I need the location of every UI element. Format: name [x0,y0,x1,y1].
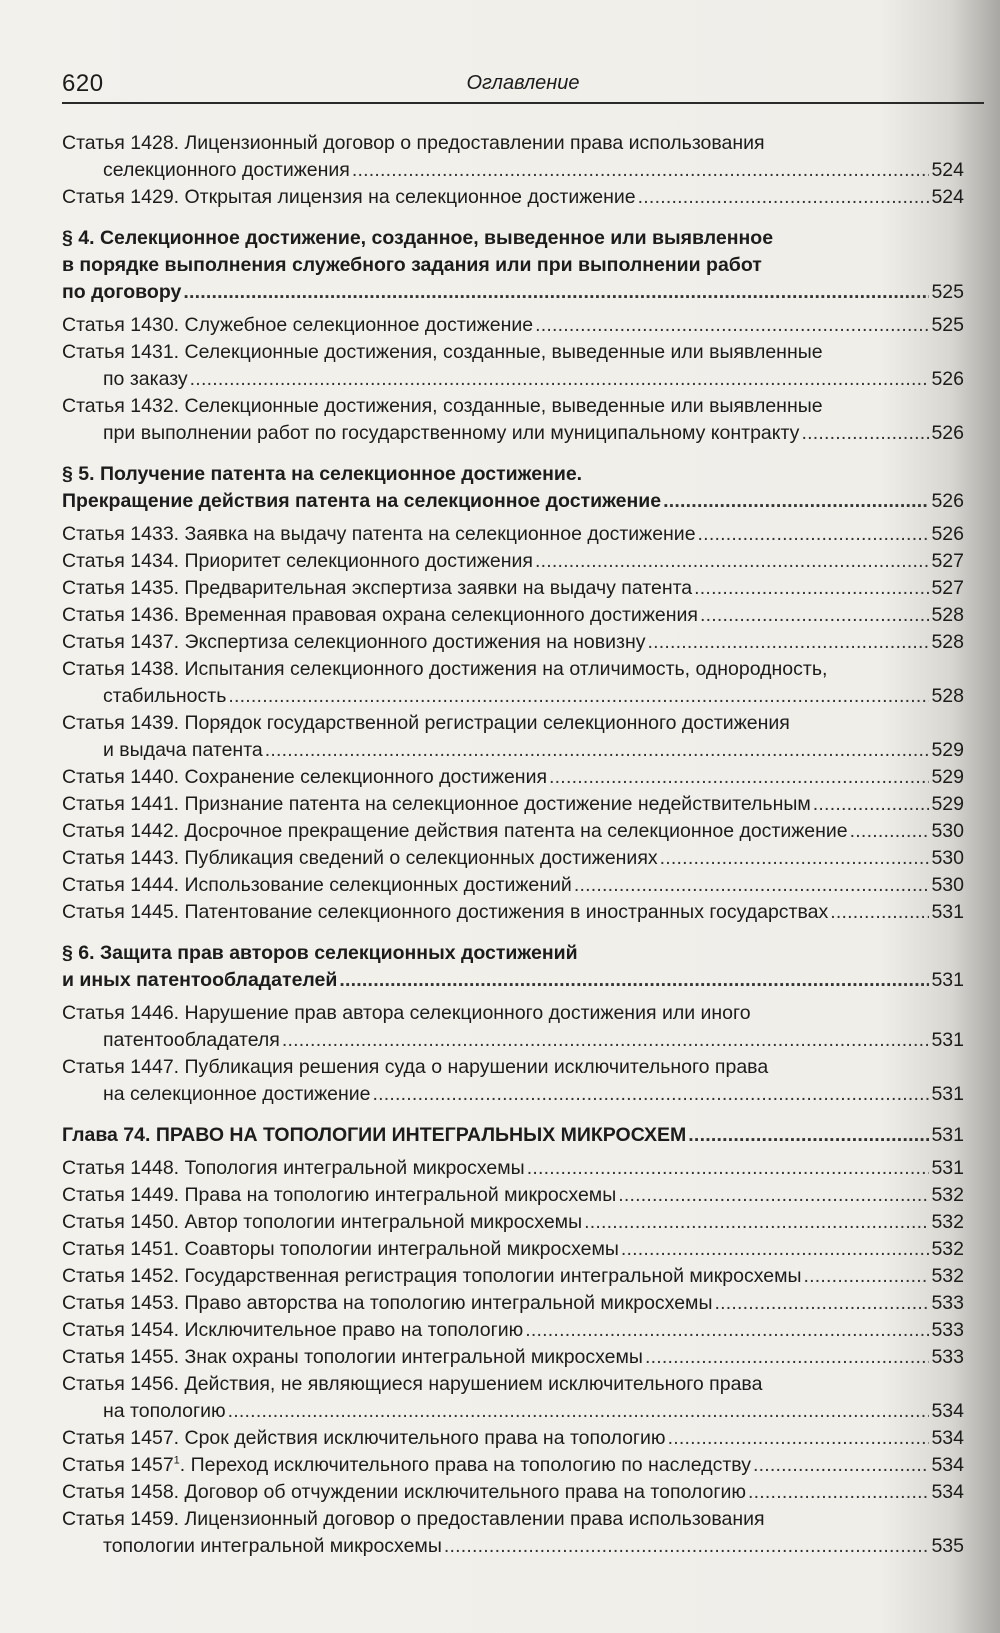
toc-page-number: 529 [931,766,964,788]
toc-entry-title: патентообладателя [103,1029,280,1051]
toc-entry-title: в порядке выполнения служебного задания или при выполнении работ [62,254,762,276]
toc-line [62,629,964,656]
toc-entry-title: и иных патентообладателей [62,969,338,991]
toc-page-number: 528 [931,631,964,653]
toc-page-number: 531 [931,901,964,923]
toc-page-number: 524 [931,186,964,208]
toc-line [62,279,964,306]
toc-entry-article [62,710,964,764]
toc-entry-title: на селекционное достижение [103,1083,371,1105]
toc-line [62,1182,964,1209]
toc-entry-article [62,1479,964,1506]
dot-leader [527,1155,930,1182]
toc-page-number: 527 [931,577,964,599]
toc-line [62,1054,964,1081]
dot-leader [688,1122,929,1149]
toc-line [62,1452,964,1479]
toc-entry-title: Статья 1441. Признание патента на селекционное достижение недействительным [62,793,811,815]
dot-leader [339,967,929,994]
toc-page-number: 534 [931,1427,964,1449]
toc-entry-title: Статья 1451. Соавторы топологии интегральной микросхемы [62,1238,619,1260]
dot-leader [549,764,929,791]
toc-entry-title: Статья 1457$^1$. Переход исключительного права на топологию по наследству [62,1454,751,1476]
toc-line [62,845,964,872]
toc-entry-title: топологии интегральной микросхемы [103,1535,442,1557]
toc-line [62,1155,964,1182]
toc-page-number: 533 [931,1292,964,1314]
toc-line [62,602,964,629]
table-of-contents [62,130,964,1560]
toc-entry-section [62,225,964,306]
toc-entry-title: Статья 1456. Действия, не являющиеся нарушением исключительного права [62,1373,763,1395]
toc-line [62,899,964,926]
toc-page-number: 526 [931,368,964,390]
toc-entry-article [62,1452,964,1479]
toc-line [62,940,964,967]
toc-line [62,252,964,279]
dot-leader [190,366,930,393]
toc-entry-article [62,791,964,818]
toc-page-number: 531 [931,1029,964,1051]
toc-entry-article [62,548,964,575]
toc-entry-article [62,1506,964,1560]
toc-page-number: 532 [931,1265,964,1287]
toc-line [62,312,964,339]
dot-leader [574,872,930,899]
toc-entry-title: Статья 1443. Публикация сведений о селекционных достижениях [62,847,658,869]
dot-leader [668,1425,930,1452]
toc-entry-title: на топологию [103,1400,226,1422]
dot-leader [647,629,929,656]
toc-entry-article [62,629,964,656]
toc-entry-article [62,312,964,339]
toc-entry-article [62,575,964,602]
dot-leader [830,899,929,926]
dot-leader [372,1081,929,1108]
toc-entry-title: § 4. Селекционное достижение, созданное, выведенное или выявленное [62,227,774,249]
toc-line [62,130,964,157]
toc-entry-title: Статья 1440. Сохранение селекционного достижения [62,766,548,788]
toc-page-number: 527 [931,550,964,572]
toc-line [62,1344,964,1371]
toc-entry-title: стабильность [103,685,227,707]
toc-page-number: 525 [931,281,964,303]
page-number: 620 [62,70,104,97]
dot-leader [525,1317,929,1344]
toc-entry-article [62,1317,964,1344]
dot-leader [638,184,930,211]
toc-entry-article [62,1182,964,1209]
toc-line [62,1027,964,1054]
toc-line [62,1479,964,1506]
toc-entry-article [62,1054,964,1108]
toc-page-number: 530 [931,847,964,869]
toc-line [62,548,964,575]
toc-page-number: 524 [931,159,964,181]
toc-entry-title: Статья 1445. Патентование селекционного достижения в иностранных государствах [62,901,829,923]
toc-entry-article [62,1425,964,1452]
toc-entry-section [62,461,964,515]
toc-entry-article [62,872,964,899]
toc-entry-title: Статья 1428. Лицензионный договор о предоставлении права использования [62,132,765,154]
toc-page-number: 526 [931,490,964,512]
toc-entry-title: Статья 1453. Право авторства на топологию интегральной микросхемы [62,1292,713,1314]
toc-line [62,225,964,252]
toc-line [62,791,964,818]
toc-entry-title: Статья 1438. Испытания селекционного достижения на отличимость, однородность, [62,658,828,680]
toc-entry-article [62,393,964,447]
toc-entry-title: Статья 1433. Заявка на выдачу патента на селекционное достижение [62,523,696,545]
toc-line [62,1122,964,1149]
page-header [62,66,984,104]
toc-entry-title: Статья 1439. Порядок государственной регистрации селекционного достижения [62,712,790,734]
toc-entry-article [62,1263,964,1290]
dot-leader [753,1452,929,1479]
toc-entry-title: Статья 1431. Селекционные достижения, созданные, выведенные или выявленные [62,341,823,363]
superscript: 1 [173,1454,180,1467]
toc-page-number: 533 [931,1319,964,1341]
toc-line [62,818,964,845]
toc-entry-title: Статья 1459. Лицензионный договор о предоставлении права использования [62,1508,765,1530]
toc-line [62,1209,964,1236]
dot-leader [265,737,930,764]
toc-line [62,393,964,420]
toc-entry-title: Статья 1452. Государственная регистрация топологии интегральной микросхемы [62,1265,802,1287]
toc-entry-article [62,1209,964,1236]
toc-entry-title: Статья 1450. Автор топологии интегральной микросхемы [62,1211,583,1233]
dot-leader [801,420,929,447]
toc-entry-article [62,1000,964,1054]
toc-entry-title: Статья 1447. Публикация решения суда о нарушении исключительного права [62,1056,769,1078]
toc-line [62,872,964,899]
dot-leader [228,1398,930,1425]
toc-line [62,683,964,710]
toc-line [62,1506,964,1533]
toc-page-number: 530 [931,874,964,896]
toc-line [62,420,964,447]
toc-page-number: 534 [931,1454,964,1476]
toc-line [62,710,964,737]
dot-leader [748,1479,929,1506]
toc-entry-title: Статья 1444. Использование селекционных достижений [62,874,572,896]
toc-entry-article [62,602,964,629]
dot-leader [352,157,930,184]
toc-line [62,184,964,211]
toc-entry-chapter [62,1122,964,1149]
toc-entry-title: Статья 1454. Исключительное право на топологию [62,1319,524,1341]
dot-leader [700,602,930,629]
toc-entry-section [62,940,964,994]
toc-entry-title: Статья 1437. Экспертиза селекционного достижения на новизну [62,631,646,653]
toc-entry-title: селекционного достижения [103,159,350,181]
toc-page-number: 534 [931,1481,964,1503]
toc-entry-article [62,1155,964,1182]
dot-leader [813,791,930,818]
dot-leader [535,312,929,339]
toc-entry-title: Статья 1436. Временная правовая охрана селекционного достижения [62,604,698,626]
toc-page-number: 535 [931,1535,964,1557]
toc-page-number: 528 [931,685,964,707]
toc-page-number: 531 [931,1083,964,1105]
toc-entry-title: Статья 1458. Договор об отчуждении исключительного права на топологию [62,1481,747,1503]
dot-leader [698,521,930,548]
toc-entry-article [62,184,964,211]
toc-entry-article [62,845,964,872]
toc-page-number: 532 [931,1238,964,1260]
toc-entry-title: по заказу [103,368,188,390]
toc-entry-title: Статья 1448. Топология интегральной микросхемы [62,1157,525,1179]
toc-line [62,1425,964,1452]
toc-entry-title: Статья 1442. Досрочное прекращение действия патента на селекционное достижение [62,820,848,842]
dot-leader [444,1533,930,1560]
toc-page-number: 526 [931,422,964,444]
toc-entry-article [62,818,964,845]
toc-entry-article [62,1236,964,1263]
toc-line [62,1236,964,1263]
dot-leader [645,1344,930,1371]
toc-entry-title: Статья 1446. Нарушение прав автора селекционного достижения или иного [62,1002,751,1024]
toc-line [62,764,964,791]
toc-page-number: 531 [931,1157,964,1179]
dot-leader [584,1209,929,1236]
toc-entry-title: Статья 1457. Срок действия исключительного права на топологию [62,1427,666,1449]
toc-line [62,1398,964,1425]
toc-line [62,656,964,683]
toc-page-number: 529 [931,793,964,815]
toc-page-number: 529 [931,739,964,761]
toc-line [62,339,964,366]
toc-page-number: 528 [931,604,964,626]
toc-entry-title: Статья 1435. Предварительная экспертиза заявки на выдачу патента [62,577,693,599]
toc-entry-title: Статья 1449. Права на топологию интегральной микросхемы [62,1184,617,1206]
toc-line [62,521,964,548]
toc-page-number: 530 [931,820,964,842]
dot-leader [694,575,929,602]
dot-leader [663,488,929,515]
toc-line [62,1263,964,1290]
running-title: Оглавление [466,72,580,94]
dot-leader [228,683,929,710]
toc-page-number: 532 [931,1211,964,1233]
toc-line [62,461,964,488]
toc-entry-title: § 6. Защита прав авторов селекционных достижений [62,942,578,964]
toc-line [62,575,964,602]
toc-page-number: 533 [931,1346,964,1368]
toc-entry-article [62,130,964,184]
toc-page-number: 531 [931,1124,964,1146]
toc-line [62,1290,964,1317]
dot-leader [660,845,930,872]
dot-leader [535,548,930,575]
toc-entry-article [62,764,964,791]
toc-entry-article [62,339,964,393]
toc-page-number: 534 [931,1400,964,1422]
dot-leader [714,1290,929,1317]
toc-page-number: 531 [931,969,964,991]
dot-leader [282,1027,930,1054]
toc-line [62,488,964,515]
toc-entry-article [62,1290,964,1317]
toc-page-number: 526 [931,523,964,545]
toc-line [62,967,964,994]
toc-entry-title: Статья 1429. Открытая лицензия на селекционное достижение [62,186,636,208]
toc-entry-article [62,899,964,926]
toc-entry-article [62,656,964,710]
toc-entry-title: Статья 1434. Приоритет селекционного достижения [62,550,533,572]
toc-line [62,1533,964,1560]
toc-entry-article [62,1344,964,1371]
dot-leader [183,279,929,306]
toc-line [62,1081,964,1108]
toc-entry-title: Статья 1430. Служебное селекционное достижение [62,314,534,336]
toc-entry-article [62,1371,964,1425]
toc-entry-title: Глава 74. ПРАВО НА ТОПОЛОГИИ ИНТЕГРАЛЬНЫХ МИКРОСХЕМ [62,1124,687,1146]
toc-line [62,1000,964,1027]
toc-entry-article [62,521,964,548]
dot-leader [850,818,930,845]
toc-page-number: 525 [931,314,964,336]
toc-entry-title: при выполнении работ по государственному или муниципальному контракту [103,422,800,444]
dot-leader [804,1263,930,1290]
toc-line [62,1317,964,1344]
toc-entry-title: Статья 1432. Селекционные достижения, созданные, выведенные или выявленные [62,395,823,417]
dot-leader [618,1182,929,1209]
toc-entry-title: Прекращение действия патента на селекционное достижение [62,490,662,512]
toc-line [62,366,964,393]
dot-leader [621,1236,930,1263]
toc-entry-title: Статья 1455. Знак охраны топологии интегральной микросхемы [62,1346,643,1368]
toc-entry-title: § 5. Получение патента на селекционное достижение. [62,463,583,485]
toc-page-number: 532 [931,1184,964,1206]
toc-entry-title: и выдача патента [103,739,263,761]
toc-entry-title: по договору [62,281,182,303]
toc-line [62,737,964,764]
toc-line [62,157,964,184]
toc-line [62,1371,964,1398]
